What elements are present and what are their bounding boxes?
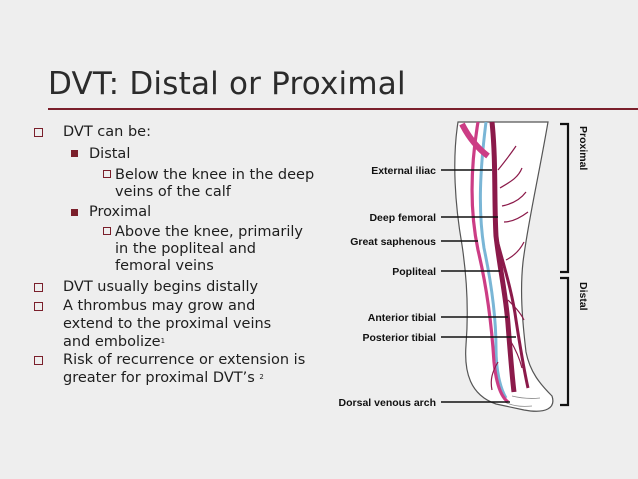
slide-title: DVT: Distal or Proximal (48, 66, 406, 102)
bullet-line: A thrombus may grow and (63, 298, 256, 314)
bullet-text: DVT can be: (63, 124, 151, 140)
label-proximal: Proximal (577, 126, 589, 171)
sub-bullet-text: Distal (89, 146, 131, 162)
label-external-iliac: External iliac (371, 165, 436, 177)
label-great-saphenous: Great saphenous (350, 236, 436, 248)
bullet-line-text: and embolize (63, 334, 161, 350)
label-posterior-tibial: Posterior tibial (362, 332, 436, 344)
sub-sub-bullet-line: femoral veins (115, 258, 214, 274)
bullet-line-text: greater for proximal DVT’s (63, 370, 255, 386)
bullet-line: extend to the proximal veins (63, 316, 272, 332)
label-dorsal-venous-arch: Dorsal venous arch (338, 397, 436, 409)
sub-sub-bullet-line: in the popliteal and (115, 241, 256, 257)
sub-sub-bullet-line: Below the knee in the deep (115, 167, 315, 183)
distal-bracket (560, 278, 568, 405)
proximal-bracket (560, 124, 568, 272)
sub-bullet-text: Proximal (89, 204, 152, 220)
sub-sub-bullet-line: Above the knee, primarily (115, 224, 303, 240)
bullet-line: Risk of recurrence or extension is (63, 352, 306, 368)
label-distal: Distal (577, 282, 589, 311)
label-anterior-tibial: Anterior tibial (367, 312, 436, 324)
label-deep-femoral: Deep femoral (369, 212, 436, 224)
footnote-marker: 2 (259, 373, 264, 381)
bullet-text: DVT usually begins distally (63, 279, 259, 295)
footnote-marker: 1 (160, 337, 166, 345)
sub-sub-bullet-line: veins of the calf (115, 184, 231, 200)
label-popliteal: Popliteal (392, 266, 436, 278)
